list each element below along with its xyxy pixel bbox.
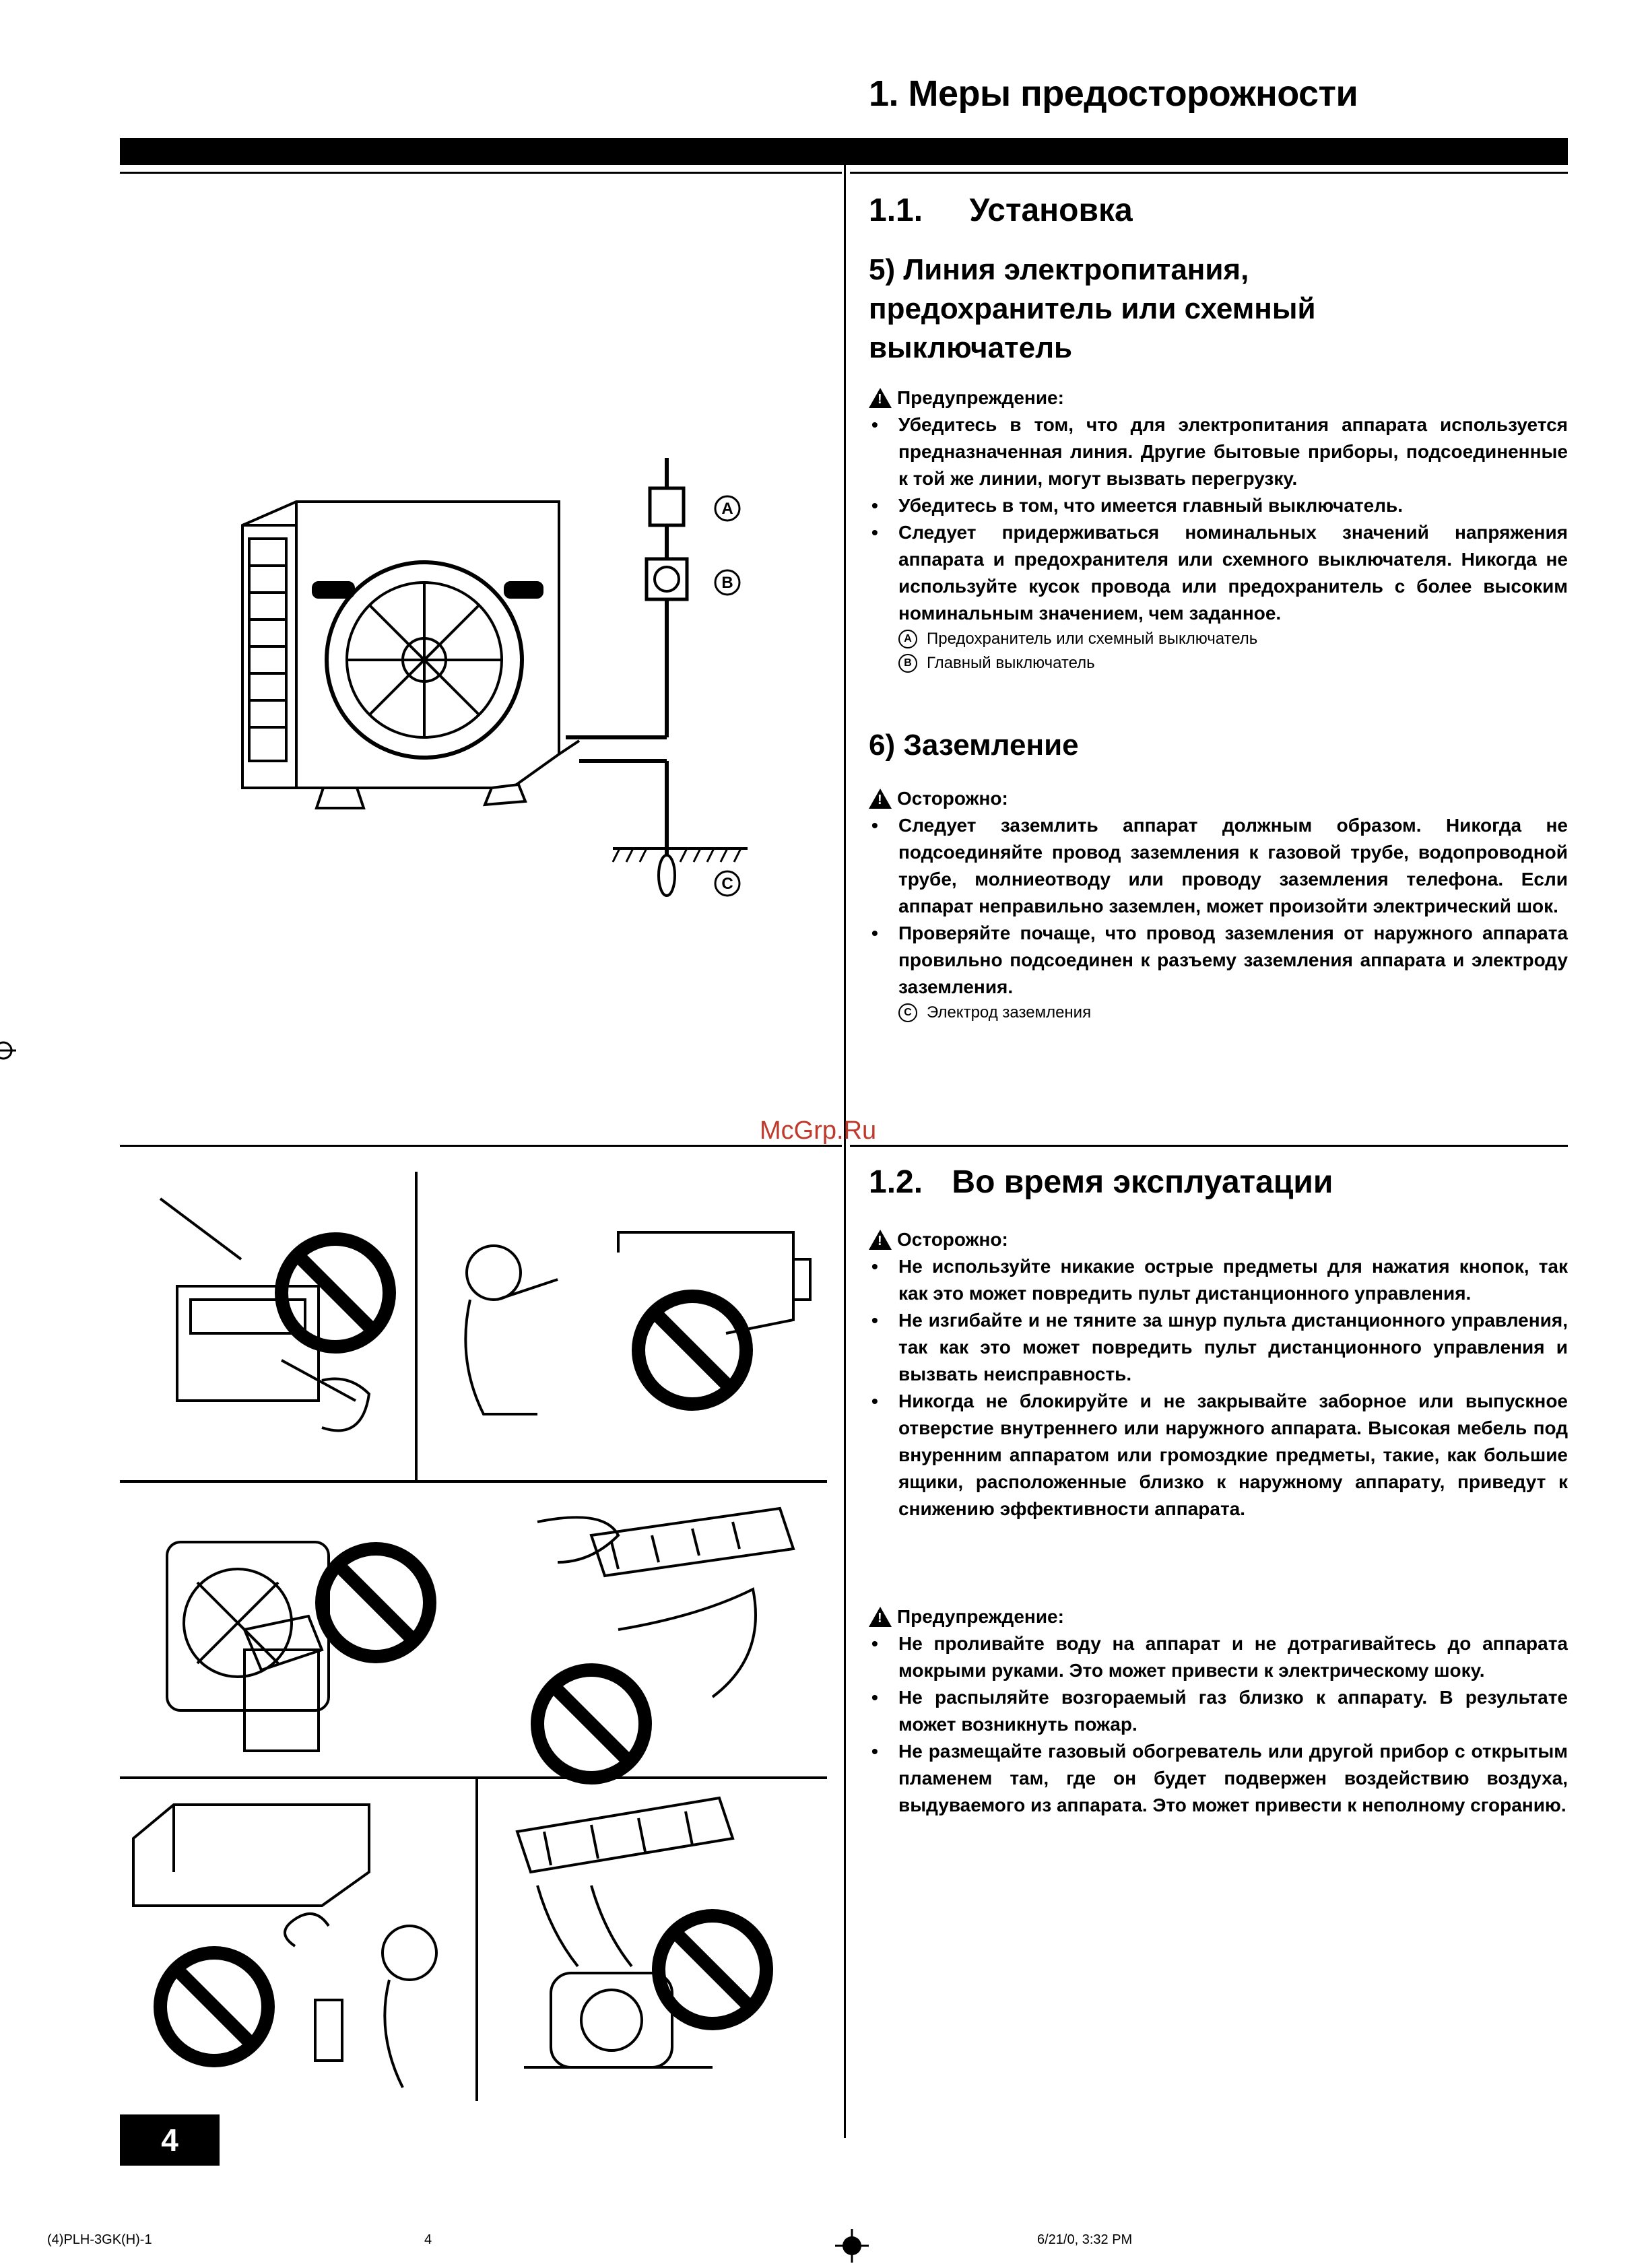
chapter-title: 1. Меры предосторожности [869,73,1358,114]
prohibited-icon [160,1953,268,2061]
diagram-markers [715,496,739,896]
watermark: McGrp.Ru [760,1116,877,1145]
prohibited-icon [638,1296,746,1404]
list-item: • Не изгибайте и не тяните за шнур пульта дистанционного управления, так как это может повредить пульт дистанционного управления и вызвать неисправность. [869,1307,1568,1388]
marker-b-label: B [721,574,733,592]
divider [850,1145,1568,1147]
prohibited-icon [537,1670,645,1778]
registration-mark-icon [0,1037,20,1064]
caution-heading [869,1229,1568,1250]
registration-mark-icon [835,2229,869,2263]
section-1-2-title [869,1164,1333,1201]
list-item: • Проверяйте почаще, что провод заземления от наружного аппарата провильно подсоединен к разъему заземления аппарата и электроду заземления. [869,920,1568,1001]
prohibition-panels [120,1158,840,2101]
footer-timestamp: 6/21/0, 3:32 PM [1037,2232,1133,2247]
column-divider [844,165,846,2138]
section-number: 1.1. [869,193,923,228]
section-1-2-caution [869,1229,1568,1523]
wiring-lines [566,458,748,896]
outdoor-unit-wiring-diagram [222,444,774,929]
legend-text: Электрод заземления [927,1003,1092,1022]
operation-illustrations [120,1158,840,2101]
caution-heading [869,788,1568,809]
list-item: • Убедитесь в том, что имеется главный выключатель. [869,492,1568,519]
list-item: • Никогда не блокируйте и не закрывайте заборное или выпускное отверстие внутреннего или наружного аппарата. Высокая мебель под внуренним аппаратом или громоздкие предметы, такие, как большие ящики, расположенные близко к наружному аппарату, приведут к снижению эффективности аппарата. [869,1388,1568,1523]
marker-a-icon: A [898,630,917,648]
warning-label: Предупреждение: [897,387,1064,408]
list-item: • Следует придерживаться номинальных значений напряжения аппарата и предохранителя или схемного выключателя. Никогда не используйте кусок провода или предохранитель с более высоким номинальным значением, чем заданное. [869,519,1568,627]
blocked-unit-sketch [167,1542,329,1751]
section-number: 1.2. [869,1164,923,1200]
marker-c-icon: C [898,1003,917,1022]
header-bar [120,138,1568,165]
subsection-5-heading: 5) Линия электропитания, предохранитель или схемный выключатель [869,253,1316,364]
divider [120,1145,842,1147]
ground-hatching [613,848,741,862]
warning-heading [869,387,1568,409]
page-number-badge: 4 [120,2114,220,2166]
divider [120,172,842,174]
legend-item [869,627,1568,651]
list-item: • Не используйте никакие острые предметы для нажатия кнопок, так как это может повредить пульт дистанционного управления. [869,1253,1568,1307]
warning-icon [869,789,892,809]
list-item: • Следует заземлить аппарат должным образом. Никогда не подсоединяйте провод заземления к газовой трубе, водопроводной трубе, молниеотводу или проводу заземления телефона. Если аппарат неправильно заземлен, может произойти электрический шок. [869,812,1568,920]
section-1-2-warning [869,1606,1568,1819]
prohibited-icon [659,1916,766,2024]
section-title-text: Во время эксплуатации [952,1164,1333,1200]
footer-page: 4 [424,2232,432,2247]
prohibited-icon [322,1549,430,1657]
section-title-text: Установка [969,193,1133,228]
subsection-6-body [869,788,1568,1025]
prohibited-icon [282,1239,389,1347]
list-item: • Убедитесь в том, что для электропитания аппарата используется предназначенная линия. Другие бытовые приборы, подсоединенные к той же линии, могут вызвать перегрузку. [869,411,1568,492]
marker-b-icon: B [898,654,917,673]
divider [850,172,1568,174]
wet-hands-sketch [465,1232,810,1414]
subsection-5-body [869,387,1568,675]
warning-label: Предупреждение: [897,1606,1064,1627]
caution-label: Осторожно: [897,788,1008,809]
warning-icon [869,388,892,408]
footer-doc-code: (4)PLH-3GK(H)-1 [47,2232,152,2247]
legend-item [869,1001,1568,1025]
marker-a-label: A [721,500,733,518]
list-item: • Не размещайте газовый обогреватель или другой прибор с открытым пламенем там, где он будет подвержен воздействию воздуха, выдуваемого из аппарата. Это может привести к неполному сгоранию. [869,1738,1568,1819]
warning-icon [869,1230,892,1250]
legend-text: Предохранитель или схемный выключатель [927,630,1258,648]
warning-icon [869,1607,892,1627]
list-item: • Не проливайте воду на аппарат и не дотрагивайтесь до аппарата мокрыми руками. Это может привести к электрическому шоку. [869,1630,1568,1684]
legend-item [869,651,1568,675]
marker-c-label: C [721,875,733,893]
caution-label: Осторожно: [897,1229,1008,1250]
section-1-1-title [869,192,1133,229]
warning-heading [869,1606,1568,1628]
list-item: • Не распыляйте возгораемый газ близко к аппарату. В результате может возникнуть пожар. [869,1684,1568,1738]
legend-text: Главный выключатель [927,654,1095,672]
subsection-6-heading: 6) Заземление [869,729,1079,762]
outdoor-unit-illustration [242,502,579,808]
